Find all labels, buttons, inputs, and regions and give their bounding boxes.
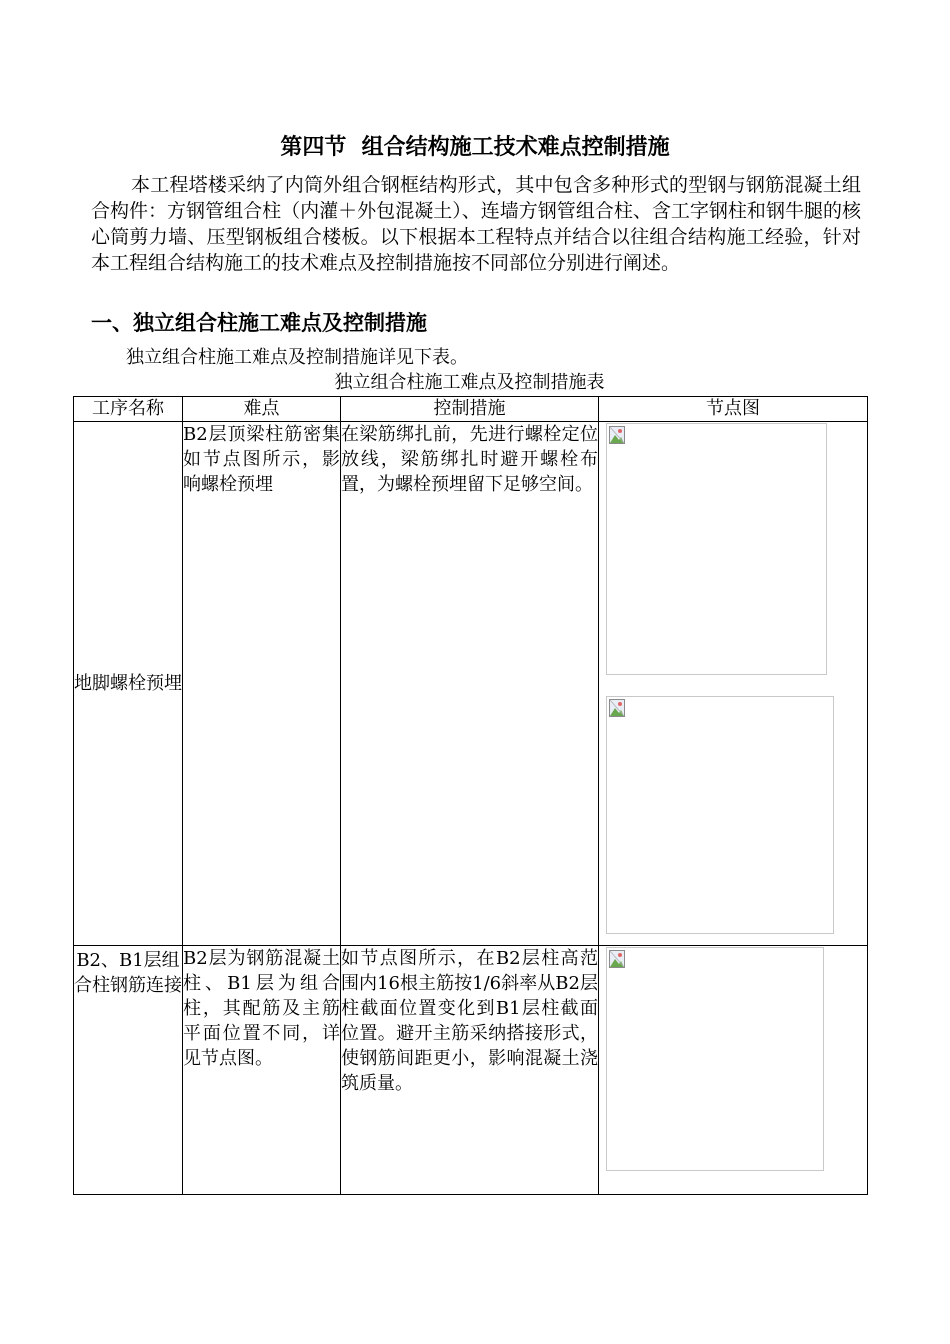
node-diagram-image xyxy=(606,696,834,934)
table-caption: 独立组合柱施工难点及控制措施表 xyxy=(334,372,605,393)
row-2-difficulty: B2层为钢筋混凝土柱、B1层为组合柱，其配筋及主筋平面位置不同，详见节点图。 xyxy=(183,946,341,1195)
broken-image-icon xyxy=(609,950,625,968)
control-measures-table xyxy=(73,396,868,1195)
row-1-process: 地脚螺栓预埋 xyxy=(74,422,183,946)
broken-image-icon xyxy=(609,426,625,444)
row-2-measure: 如节点图所示，在B2层柱高范围内16根主筋按1/6斜率从B2层柱截面位置变化到B1层柱截面位置。避开主筋采纳搭接形式，使钢筋间距更小，影响混凝土浇筑质量。 xyxy=(341,946,599,1195)
table-header-row xyxy=(74,397,868,422)
broken-image-icon xyxy=(609,699,625,717)
header-process: 工序名称 xyxy=(74,397,183,422)
table-row xyxy=(74,422,868,946)
row-1-measure: 在梁筋绑扎前，先进行螺栓定位放线，梁筋绑扎时避开螺栓布置，为螺栓预埋留下足够空间。 xyxy=(341,422,599,946)
table-intro-text: 独立组合柱施工难点及控制措施详见下表。 xyxy=(126,347,468,368)
header-difficulty: 难点 xyxy=(183,397,341,422)
node-diagram-image xyxy=(606,423,827,675)
header-measure: 控制措施 xyxy=(341,397,599,422)
intro-paragraph: 本工程塔楼采纳了内筒外组合钢框结构形式，其中包含多种形式的型钢与钢筋混凝土组合构件：方钢管组合柱（内灌＋外包混凝土）、连墙方钢管组合柱、含工字钢柱和钢牛腿的核心筒剪力墙、压型钢板组合楼板。以下根据本工程特点并结合以往组合结构施工经验，针对本工程组合结构施工的技术难点及控制措施按不同部位分别进行阐述。 xyxy=(91,174,861,274)
header-node-diagram: 节点图 xyxy=(599,397,868,422)
row-2-node-diagram xyxy=(599,946,868,1195)
row-1-difficulty: B2层顶梁柱筋密集如节点图所示，影响螺栓预埋 xyxy=(183,422,341,946)
node-diagram-image xyxy=(606,947,824,1171)
section-title: 第四节 组合结构施工技术难点控制措施 xyxy=(280,135,670,160)
row-2-process: B2、B1层组合柱钢筋连接 xyxy=(74,946,183,1195)
row-1-node-diagram xyxy=(599,422,868,946)
heading-independent-columns: 一、独立组合柱施工难点及控制措施 xyxy=(91,311,427,335)
table-row xyxy=(74,946,868,1195)
